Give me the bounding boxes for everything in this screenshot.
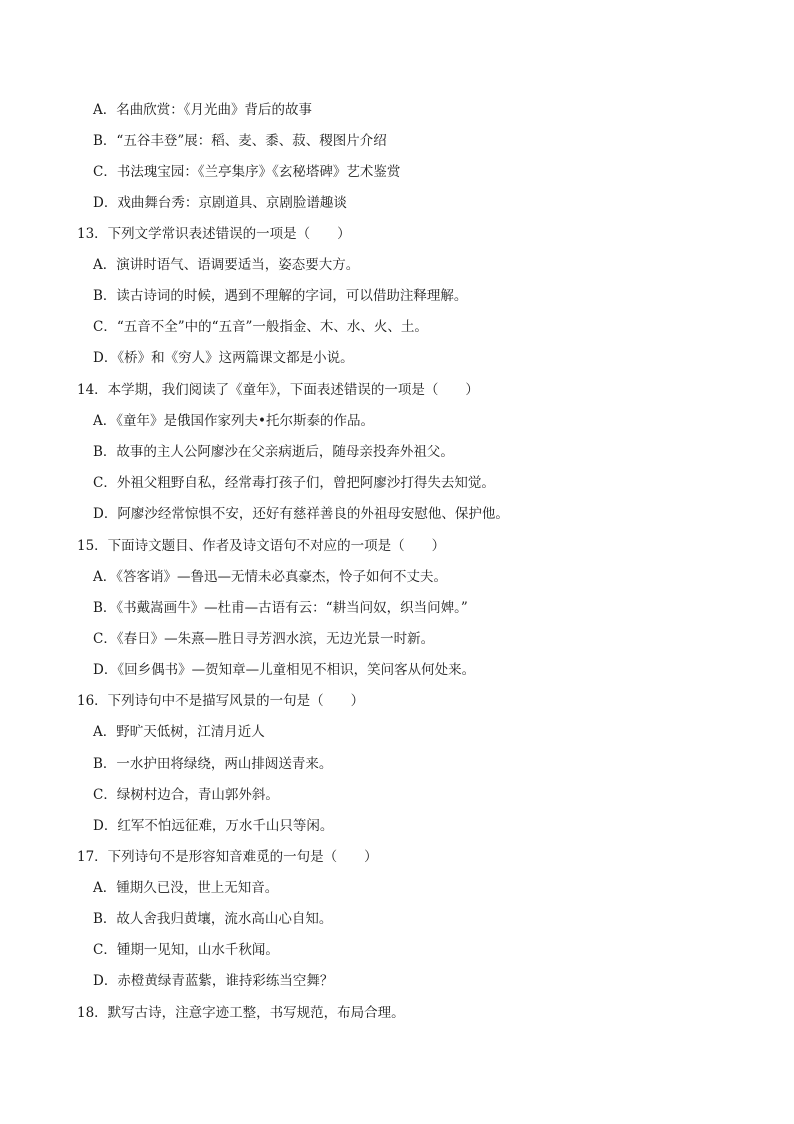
option-a: A．名曲欣赏：《月光曲》背后的故事 — [93, 102, 312, 118]
option-b: B．读古诗词的时候，遇到不理解的字词，可以借助注释理解。 — [93, 288, 468, 304]
option-b: B．“五谷丰登”展：稻、麦、黍、菽、稷图片介绍 — [93, 133, 387, 149]
question-13-stem: 13．下列文学常识表述错误的一项是（ ） — [77, 226, 351, 242]
option-a: A．《童年》是俄国作家列夫•托尔斯泰的作品。 — [93, 413, 374, 429]
option-d: D．《回乡偶书》—贺知章—儿童相见不相识，笑问客从何处来。 — [93, 662, 476, 678]
question-18-stem: 18．默写古诗，注意字迹工整，书写规范，布局合理。 — [77, 1005, 405, 1021]
option-d: D．《桥》和《穷人》这两篇课文都是小说。 — [93, 350, 354, 366]
option-c: C．外祖父粗野自私，经常毒打孩子们，曾把阿廖沙打得失去知觉。 — [93, 475, 495, 491]
option-d: D．阿廖沙经常惊惧不安，还好有慈祥善良的外祖母安慰他、保护他。 — [93, 506, 509, 522]
option-b: B．《书戴嵩画牛》—杜甫—古语有云：“耕当问奴，织当问婢。” — [93, 600, 468, 616]
question-17-stem: 17．下列诗句不是形容知音难觅的一句是（ ） — [77, 849, 378, 865]
option-c: C．“五音不全”中的“五音”一般指金、木、水、火、土。 — [93, 319, 428, 335]
option-c: C．绿树村边合，青山郭外斜。 — [93, 787, 279, 803]
option-c: C．锺期一见知，山水千秋闻。 — [93, 942, 279, 958]
option-d: D．红军不怕远征难，万水千山只等闲。 — [93, 818, 334, 834]
question-15-stem: 15．下面诗文题目、作者及诗文语句不对应的一项是（ ） — [77, 538, 446, 554]
question-16-stem: 16．下列诗句中不是描写风景的一句是（ ） — [77, 693, 365, 709]
option-b: B．故人舍我归黄壤，流水高山心自知。 — [93, 911, 333, 927]
option-a: A．《答客诮》—鲁迅—无情未必真豪杰，怜子如何不丈夫。 — [93, 569, 447, 585]
option-d: D．戏曲舞台秀：京剧道具、京剧脸谱趣谈 — [93, 195, 347, 211]
option-a: A．野旷天低树，江清月近人 — [93, 724, 265, 740]
option-c: C．书法瑰宝园：《兰亭集序》《玄秘塔碑》艺术鉴赏 — [93, 164, 401, 180]
option-a: A．锺期久已没，世上无知音。 — [93, 880, 279, 896]
option-a: A．演讲时语气、语调要适当，姿态要大方。 — [93, 257, 360, 273]
option-b: B．故事的主人公阿廖沙在父亲病逝后，随母亲投奔外祖父。 — [93, 444, 454, 460]
option-d: D．赤橙黄绿青蓝紫，谁持彩练当空舞？ — [93, 973, 334, 989]
option-b: B．一水护田将绿绕，两山排闼送青来。 — [93, 756, 333, 772]
option-c: C．《春日》—朱熹—胜日寻芳泗水滨，无边光景一时新。 — [93, 631, 435, 647]
question-14-stem: 14．本学期，我们阅读了《童年》，下面表述错误的一项是（ ） — [77, 382, 479, 398]
